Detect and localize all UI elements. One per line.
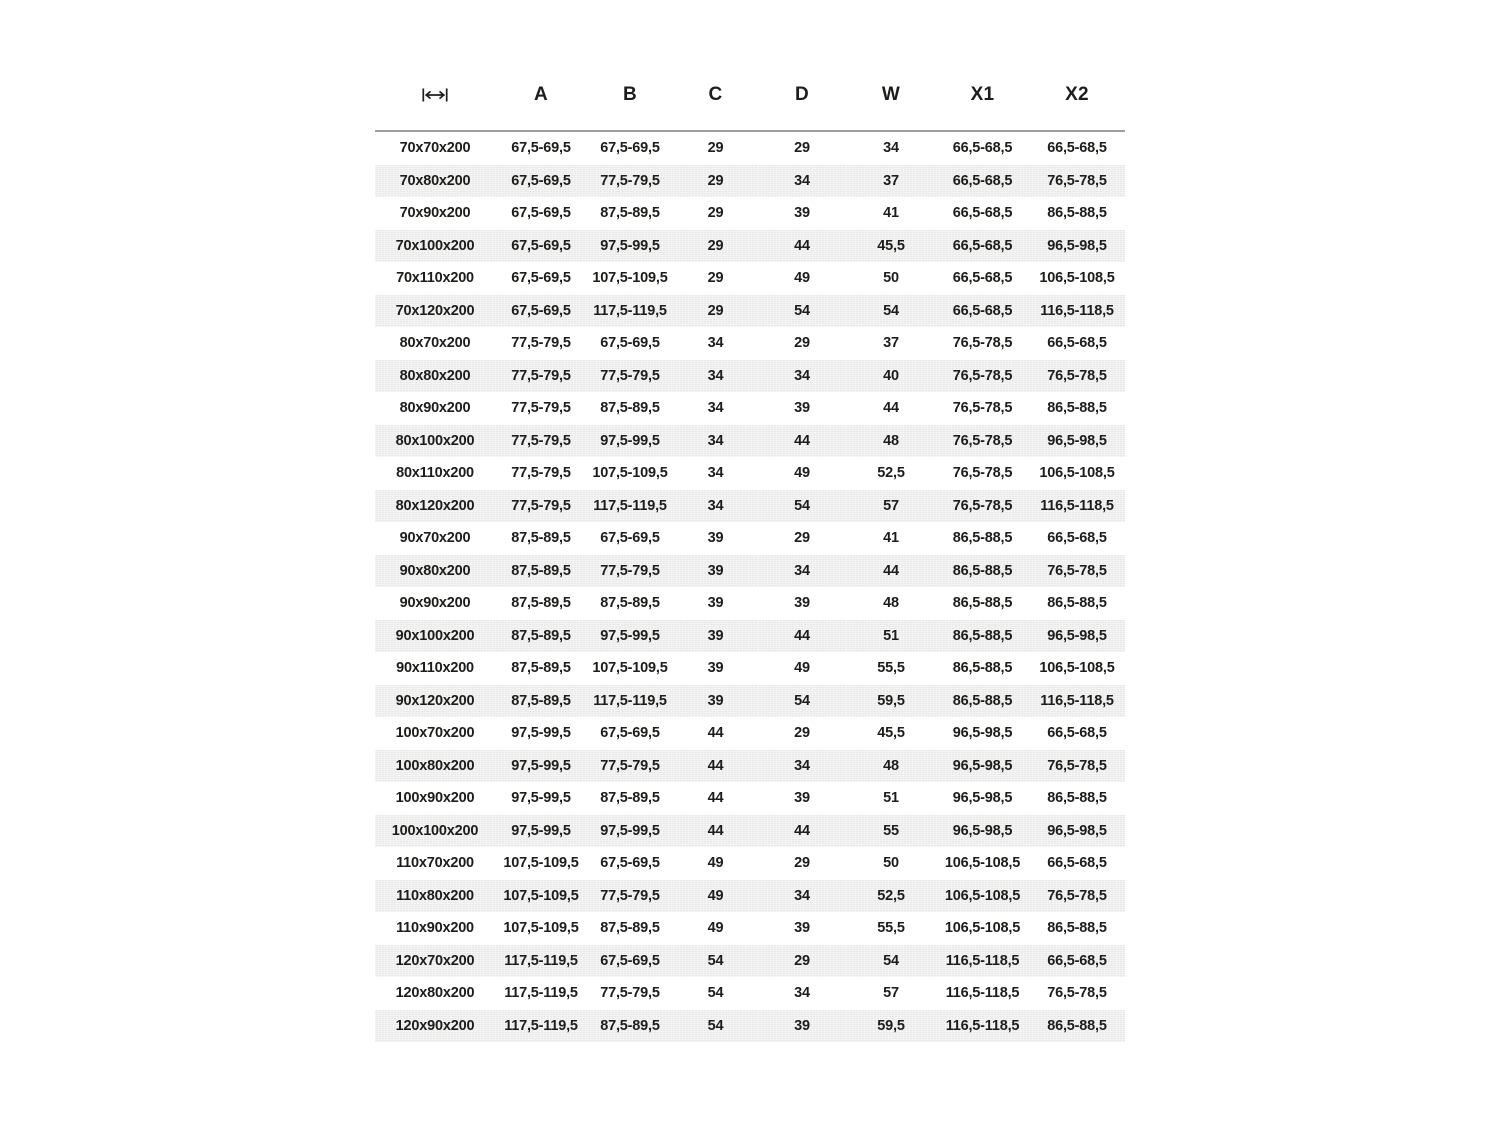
value-cell: 44 xyxy=(758,230,846,263)
size-cell: 90x100x200 xyxy=(375,620,495,653)
value-cell: 48 xyxy=(846,750,936,783)
value-cell: 87,5-89,5 xyxy=(600,205,660,222)
table-row xyxy=(375,522,1125,555)
table-row xyxy=(375,880,1125,913)
table-row xyxy=(375,1010,1125,1043)
size-cell: 70x100x200 xyxy=(375,230,495,263)
value-cell: 54 xyxy=(758,490,846,523)
column-header-b: B xyxy=(587,60,673,131)
value-cell: 54 xyxy=(758,685,846,718)
value-cell: 107,5-109,5 xyxy=(503,855,579,872)
value-cell: 29 xyxy=(707,205,724,222)
value-cell: 39 xyxy=(794,205,810,222)
table-row xyxy=(375,131,1125,165)
value-cell: 77,5-79,5 xyxy=(495,490,587,523)
value-cell: 106,5-108,5 xyxy=(944,920,1021,937)
value-cell: 59,5 xyxy=(846,685,936,718)
value-cell: 96,5-98,5 xyxy=(952,790,1013,807)
size-cell: 90x110x200 xyxy=(396,660,474,677)
size-cell: 110x70x200 xyxy=(396,855,474,872)
value-cell: 96,5-98,5 xyxy=(936,750,1029,783)
value-cell: 76,5-78,5 xyxy=(1029,165,1125,198)
value-cell: 86,5-88,5 xyxy=(1047,790,1107,807)
table-row xyxy=(375,717,1125,750)
value-cell: 107,5-109,5 xyxy=(495,880,587,913)
value-cell: 97,5-99,5 xyxy=(511,725,571,742)
value-cell: 41 xyxy=(883,530,899,547)
column-header-x1: X1 xyxy=(936,60,1029,131)
value-cell: 39 xyxy=(673,620,758,653)
value-cell: 117,5-119,5 xyxy=(587,685,673,718)
column-header-x2: X2 xyxy=(1029,60,1125,131)
value-cell: 76,5-78,5 xyxy=(936,490,1029,523)
table-row xyxy=(375,912,1125,945)
value-cell: 77,5-79,5 xyxy=(587,750,673,783)
value-cell: 39 xyxy=(707,660,724,677)
value-cell: 86,5-88,5 xyxy=(952,595,1013,612)
value-cell: 34 xyxy=(883,140,899,157)
size-cell: 80x110x200 xyxy=(396,465,474,482)
table-row xyxy=(375,262,1125,295)
size-cell: 80x80x200 xyxy=(375,360,495,393)
value-cell: 76,5-78,5 xyxy=(1029,555,1125,588)
value-cell: 87,5-89,5 xyxy=(587,1010,673,1043)
value-cell: 34 xyxy=(673,360,758,393)
value-cell: 116,5-118,5 xyxy=(1029,490,1125,523)
value-cell: 67,5-69,5 xyxy=(511,140,571,157)
value-cell: 49 xyxy=(707,855,724,872)
value-cell: 54 xyxy=(707,985,724,1002)
value-cell: 57 xyxy=(846,490,936,523)
value-cell: 76,5-78,5 xyxy=(936,360,1029,393)
size-cell: 80x70x200 xyxy=(399,335,471,352)
value-cell: 116,5-118,5 xyxy=(936,1010,1029,1043)
value-cell: 44 xyxy=(883,400,899,417)
table-row xyxy=(375,847,1125,880)
table-row xyxy=(375,782,1125,815)
value-cell: 97,5-99,5 xyxy=(495,750,587,783)
value-cell: 86,5-88,5 xyxy=(936,620,1029,653)
value-cell: 54 xyxy=(673,1010,758,1043)
value-cell: 34 xyxy=(758,750,846,783)
value-cell: 59,5 xyxy=(846,1010,936,1043)
value-cell: 29 xyxy=(673,295,758,328)
table-row xyxy=(375,815,1125,848)
value-cell: 66,5-68,5 xyxy=(1047,855,1107,872)
size-cell: 70x110x200 xyxy=(396,270,474,287)
value-cell: 67,5-69,5 xyxy=(600,725,660,742)
table-row xyxy=(375,490,1125,523)
value-cell: 86,5-88,5 xyxy=(952,660,1013,677)
value-cell: 116,5-118,5 xyxy=(945,985,1020,1002)
value-cell: 76,5-78,5 xyxy=(1029,360,1125,393)
value-cell: 116,5-118,5 xyxy=(1029,685,1125,718)
value-cell: 96,5-98,5 xyxy=(1029,425,1125,458)
table-row xyxy=(375,587,1125,620)
value-cell: 39 xyxy=(794,595,810,612)
value-cell: 77,5-79,5 xyxy=(600,985,660,1002)
value-cell: 76,5-78,5 xyxy=(952,465,1013,482)
table-row xyxy=(375,620,1125,653)
value-cell: 106,5-108,5 xyxy=(936,880,1029,913)
value-cell: 87,5-89,5 xyxy=(600,920,660,937)
value-cell: 76,5-78,5 xyxy=(1047,985,1107,1002)
table-body xyxy=(375,131,1125,1042)
size-cell: 110x90x200 xyxy=(396,920,474,937)
size-cell: 70x80x200 xyxy=(375,165,495,198)
table-row xyxy=(375,327,1125,360)
size-cell: 80x120x200 xyxy=(375,490,495,523)
value-cell: 77,5-79,5 xyxy=(495,360,587,393)
value-cell: 97,5-99,5 xyxy=(511,790,571,807)
value-cell: 76,5-78,5 xyxy=(1029,750,1125,783)
value-cell: 54 xyxy=(758,295,846,328)
value-cell: 52,5 xyxy=(846,880,936,913)
value-cell: 86,5-88,5 xyxy=(936,555,1029,588)
size-cell: 70x90x200 xyxy=(399,205,471,222)
value-cell: 51 xyxy=(846,620,936,653)
value-cell: 29 xyxy=(794,725,810,742)
size-cell: 120x80x200 xyxy=(395,985,475,1002)
value-cell: 97,5-99,5 xyxy=(587,620,673,653)
value-cell: 39 xyxy=(707,595,724,612)
value-cell: 66,5-68,5 xyxy=(1047,725,1107,742)
value-cell: 44 xyxy=(707,725,724,742)
value-cell: 96,5-98,5 xyxy=(1029,230,1125,263)
value-cell: 48 xyxy=(846,425,936,458)
value-cell: 77,5-79,5 xyxy=(511,400,571,417)
value-cell: 39 xyxy=(794,920,810,937)
value-cell: 97,5-99,5 xyxy=(587,425,673,458)
size-cell: 90x80x200 xyxy=(375,555,495,588)
value-cell: 106,5-108,5 xyxy=(1039,660,1115,677)
value-cell: 87,5-89,5 xyxy=(600,790,660,807)
value-cell: 67,5-69,5 xyxy=(495,165,587,198)
size-cell: 100x100x200 xyxy=(375,815,495,848)
value-cell: 39 xyxy=(673,685,758,718)
value-cell: 29 xyxy=(758,945,846,978)
size-cell: 110x80x200 xyxy=(375,880,495,913)
size-cell: 100x90x200 xyxy=(395,790,475,807)
table-row xyxy=(375,555,1125,588)
value-cell: 87,5-89,5 xyxy=(600,595,660,612)
value-cell: 66,5-68,5 xyxy=(936,230,1029,263)
value-cell: 49 xyxy=(794,465,810,482)
value-cell: 117,5-119,5 xyxy=(587,490,673,523)
value-cell: 57 xyxy=(883,985,899,1002)
value-cell: 96,5-98,5 xyxy=(952,725,1013,742)
value-cell: 49 xyxy=(707,920,724,937)
size-cell: 100x80x200 xyxy=(375,750,495,783)
value-cell: 87,5-89,5 xyxy=(495,620,587,653)
value-cell: 34 xyxy=(707,400,724,417)
value-cell: 34 xyxy=(673,425,758,458)
value-cell: 106,5-108,5 xyxy=(1039,465,1115,482)
table-row xyxy=(375,945,1125,978)
value-cell: 34 xyxy=(758,880,846,913)
value-cell: 44 xyxy=(846,555,936,588)
size-cell: 90x70x200 xyxy=(399,530,471,547)
size-cell: 120x90x200 xyxy=(375,1010,495,1043)
value-cell: 117,5-119,5 xyxy=(495,1010,587,1043)
value-cell: 34 xyxy=(758,360,846,393)
value-cell: 37 xyxy=(883,335,899,352)
size-cell: 70x120x200 xyxy=(375,295,495,328)
table-row xyxy=(375,425,1125,458)
value-cell: 39 xyxy=(794,790,810,807)
value-cell: 50 xyxy=(883,855,899,872)
value-cell: 86,5-88,5 xyxy=(936,685,1029,718)
value-cell: 40 xyxy=(846,360,936,393)
value-cell: 66,5-68,5 xyxy=(952,140,1013,157)
value-cell: 107,5-109,5 xyxy=(592,465,668,482)
value-cell: 66,5-68,5 xyxy=(1047,530,1107,547)
value-cell: 45,5 xyxy=(877,725,905,742)
value-cell: 39 xyxy=(758,1010,846,1043)
value-cell: 44 xyxy=(707,790,724,807)
value-cell: 77,5-79,5 xyxy=(511,335,571,352)
value-cell: 116,5-118,5 xyxy=(1029,295,1125,328)
value-cell: 44 xyxy=(673,750,758,783)
table-row xyxy=(375,977,1125,1010)
table-row xyxy=(375,457,1125,490)
value-cell: 45,5 xyxy=(846,230,936,263)
value-cell: 39 xyxy=(673,555,758,588)
value-cell: 86,5-88,5 xyxy=(1047,920,1107,937)
size-cell: 90x120x200 xyxy=(375,685,495,718)
table-row xyxy=(375,750,1125,783)
value-cell: 96,5-98,5 xyxy=(1029,815,1125,848)
value-cell: 86,5-88,5 xyxy=(952,530,1013,547)
value-cell: 29 xyxy=(673,165,758,198)
value-cell: 86,5-88,5 xyxy=(1047,595,1107,612)
value-cell: 29 xyxy=(794,140,810,157)
value-cell: 67,5-69,5 xyxy=(600,855,660,872)
value-cell: 67,5-69,5 xyxy=(511,270,571,287)
value-cell: 34 xyxy=(707,335,724,352)
value-cell: 37 xyxy=(846,165,936,198)
value-cell: 87,5-89,5 xyxy=(600,400,660,417)
value-cell: 76,5-78,5 xyxy=(1029,880,1125,913)
value-cell: 97,5-99,5 xyxy=(495,815,587,848)
value-cell: 29 xyxy=(794,855,810,872)
table-header-row xyxy=(375,60,1125,131)
column-header-d: D xyxy=(758,60,846,131)
table-row xyxy=(375,197,1125,230)
value-cell: 117,5-119,5 xyxy=(495,945,587,978)
value-cell: 41 xyxy=(883,205,899,222)
table-row xyxy=(375,230,1125,263)
table-row xyxy=(375,685,1125,718)
value-cell: 44 xyxy=(673,815,758,848)
value-cell: 29 xyxy=(673,230,758,263)
dimensions-table xyxy=(375,60,1125,1042)
value-cell: 86,5-88,5 xyxy=(1029,1010,1125,1043)
value-cell: 66,5-68,5 xyxy=(936,295,1029,328)
value-cell: 49 xyxy=(673,880,758,913)
table-row xyxy=(375,360,1125,393)
value-cell: 44 xyxy=(758,815,846,848)
value-cell: 86,5-88,5 xyxy=(1047,205,1107,222)
value-cell: 51 xyxy=(883,790,899,807)
width-dimension-icon xyxy=(422,88,448,102)
value-cell: 66,5-68,5 xyxy=(952,270,1013,287)
value-cell: 76,5-78,5 xyxy=(952,335,1013,352)
value-cell: 66,5-68,5 xyxy=(936,165,1029,198)
size-cell: 70x70x200 xyxy=(399,140,471,157)
table-row xyxy=(375,165,1125,198)
value-cell: 87,5-89,5 xyxy=(511,660,571,677)
value-cell: 76,5-78,5 xyxy=(936,425,1029,458)
column-header-a: A xyxy=(495,60,587,131)
size-cell: 90x90x200 xyxy=(399,595,471,612)
value-cell: 67,5-69,5 xyxy=(600,335,660,352)
value-cell: 107,5-109,5 xyxy=(592,270,668,287)
column-header-w: W xyxy=(846,60,936,131)
value-cell: 48 xyxy=(883,595,899,612)
value-cell: 107,5-109,5 xyxy=(503,920,579,937)
value-cell: 39 xyxy=(707,530,724,547)
value-cell: 77,5-79,5 xyxy=(587,360,673,393)
value-cell: 97,5-99,5 xyxy=(587,230,673,263)
value-cell: 67,5-69,5 xyxy=(495,230,587,263)
value-cell: 50 xyxy=(883,270,899,287)
column-header-c: C xyxy=(673,60,758,131)
value-cell: 66,5-68,5 xyxy=(1047,335,1107,352)
value-cell: 54 xyxy=(846,295,936,328)
size-cell: 120x70x200 xyxy=(375,945,495,978)
value-cell: 67,5-69,5 xyxy=(600,140,660,157)
value-cell: 54 xyxy=(673,945,758,978)
value-cell: 87,5-89,5 xyxy=(495,555,587,588)
value-cell: 106,5-108,5 xyxy=(1039,270,1115,287)
value-cell: 86,5-88,5 xyxy=(1047,400,1107,417)
value-cell: 55 xyxy=(846,815,936,848)
value-cell: 77,5-79,5 xyxy=(587,880,673,913)
value-cell: 97,5-99,5 xyxy=(587,815,673,848)
value-cell: 29 xyxy=(794,530,810,547)
value-cell: 29 xyxy=(707,270,724,287)
value-cell: 34 xyxy=(758,165,846,198)
value-cell: 77,5-79,5 xyxy=(511,465,571,482)
table-row xyxy=(375,295,1125,328)
value-cell: 67,5-69,5 xyxy=(587,945,673,978)
value-cell: 87,5-89,5 xyxy=(495,685,587,718)
value-cell: 52,5 xyxy=(877,465,905,482)
value-cell: 77,5-79,5 xyxy=(587,165,673,198)
value-cell: 55,5 xyxy=(877,920,905,937)
value-cell: 77,5-79,5 xyxy=(495,425,587,458)
value-cell: 67,5-69,5 xyxy=(495,295,587,328)
value-cell: 96,5-98,5 xyxy=(1029,620,1125,653)
value-cell: 54 xyxy=(846,945,936,978)
value-cell: 44 xyxy=(758,425,846,458)
value-cell: 76,5-78,5 xyxy=(952,400,1013,417)
value-cell: 44 xyxy=(758,620,846,653)
value-cell: 66,5-68,5 xyxy=(952,205,1013,222)
size-cell: 80x90x200 xyxy=(399,400,471,417)
value-cell: 66,5-68,5 xyxy=(1047,140,1107,157)
table-row xyxy=(375,392,1125,425)
value-cell: 66,5-68,5 xyxy=(1029,945,1125,978)
table-row xyxy=(375,652,1125,685)
value-cell: 34 xyxy=(794,985,810,1002)
size-column-header xyxy=(375,60,495,131)
size-cell: 80x100x200 xyxy=(375,425,495,458)
value-cell: 96,5-98,5 xyxy=(936,815,1029,848)
value-cell: 34 xyxy=(707,465,724,482)
value-cell: 39 xyxy=(794,400,810,417)
size-cell: 100x70x200 xyxy=(395,725,475,742)
value-cell: 49 xyxy=(794,660,810,677)
value-cell: 77,5-79,5 xyxy=(587,555,673,588)
value-cell: 117,5-119,5 xyxy=(587,295,673,328)
value-cell: 107,5-109,5 xyxy=(592,660,668,677)
value-cell: 116,5-118,5 xyxy=(936,945,1029,978)
value-cell: 67,5-69,5 xyxy=(511,205,571,222)
value-cell: 49 xyxy=(794,270,810,287)
value-cell: 117,5-119,5 xyxy=(504,985,578,1002)
value-cell: 34 xyxy=(673,490,758,523)
value-cell: 67,5-69,5 xyxy=(600,530,660,547)
value-cell: 29 xyxy=(794,335,810,352)
value-cell: 55,5 xyxy=(877,660,905,677)
value-cell: 87,5-89,5 xyxy=(511,530,571,547)
value-cell: 29 xyxy=(707,140,724,157)
dimensions-table-container xyxy=(375,60,1125,1042)
value-cell: 34 xyxy=(758,555,846,588)
value-cell: 87,5-89,5 xyxy=(511,595,571,612)
value-cell: 106,5-108,5 xyxy=(944,855,1021,872)
